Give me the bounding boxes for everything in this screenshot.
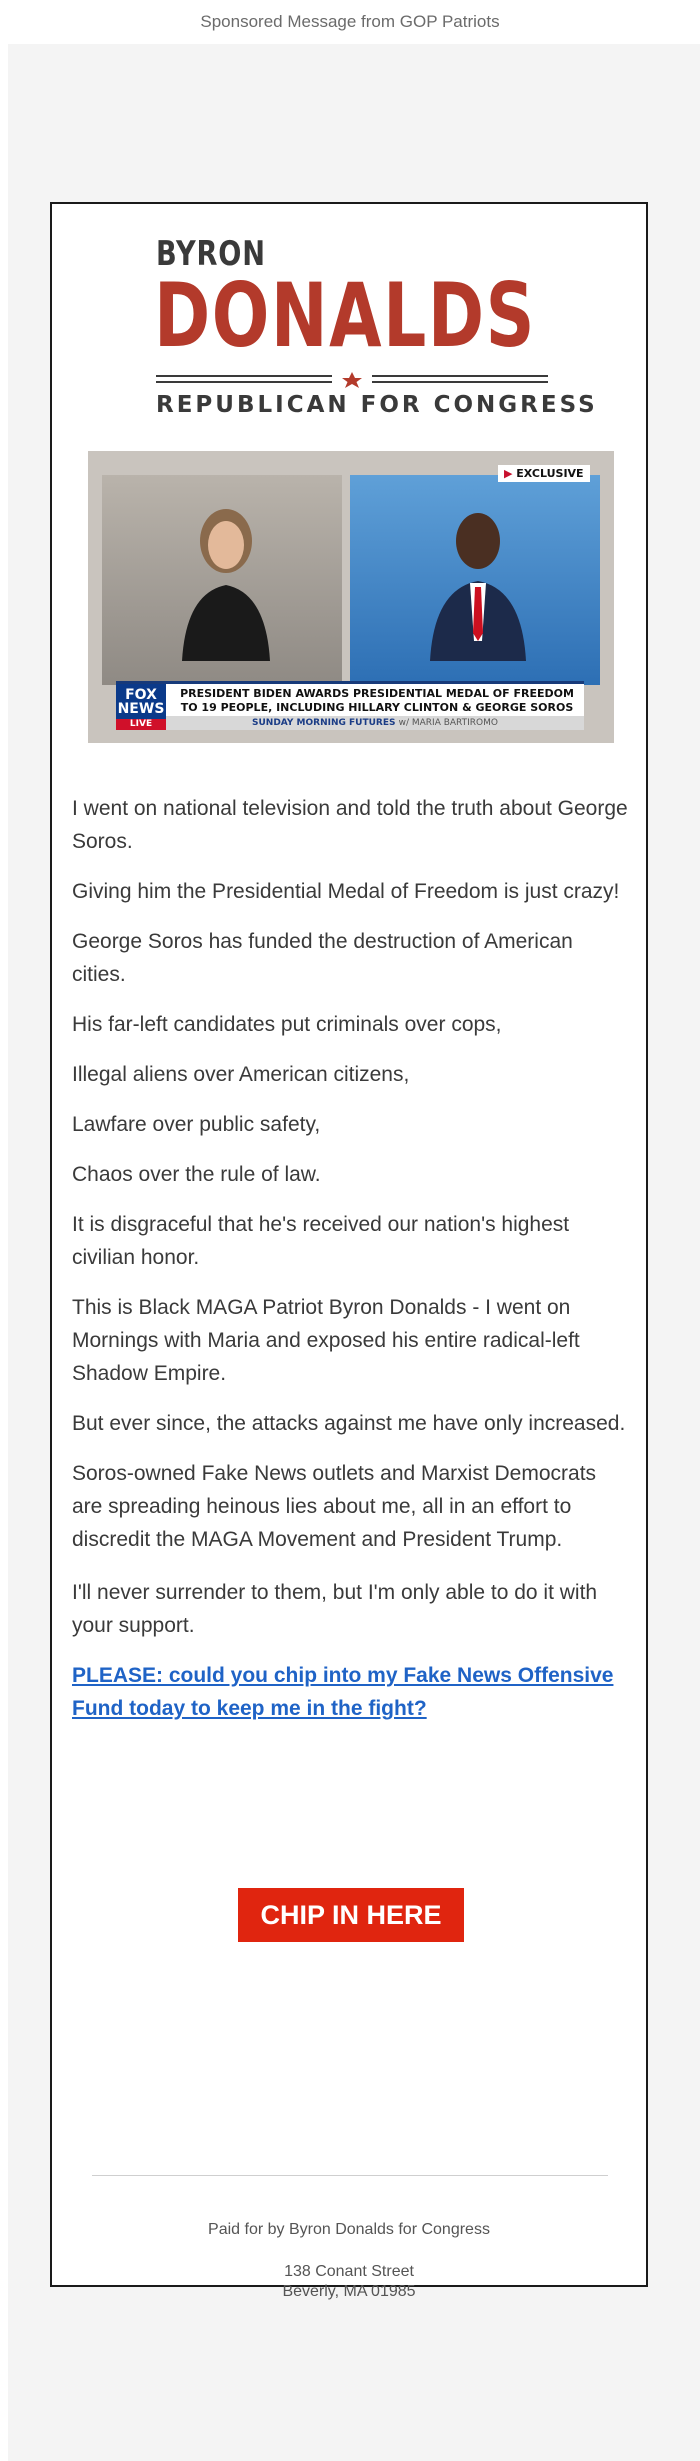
logo-star-rule <box>156 372 548 388</box>
chyron-headline-line1: PRESIDENT BIDEN AWARDS PRESIDENTIAL MEDAL OF FREEDOM <box>180 687 574 700</box>
logo-last-name: DONALDS <box>154 264 537 367</box>
guest-figure-icon <box>428 501 528 661</box>
body-paragraph: George Soros has funded the destruction of American cities. <box>72 930 573 986</box>
show-title: SUNDAY MORNING FUTURES <box>252 718 396 728</box>
body-paragraph: Soros-owned Fake News outlets and Marxist Democrats are spreading heinous lies about me, all in an effort to discredit the MAGA Movement and President Trump. <box>72 1462 597 1551</box>
address-city: Beverly, MA 01985 <box>282 2283 416 2300</box>
fox-news-logo <box>116 684 166 730</box>
body-paragraph: Chaos over the rule of law. <box>72 1163 321 1186</box>
chyron-headline-line2: TO 19 PEOPLE, INCLUDING HILLARY CLINTON & GEORGE SOROS <box>180 701 574 714</box>
campaign-logo <box>154 234 598 418</box>
anchor-figure-icon <box>178 501 274 661</box>
body-paragraph: His far-left candidates put criminals over cops, <box>72 1013 502 1036</box>
show-host: w/ MARIA BARTIROMO <box>398 718 498 728</box>
paid-for-disclaimer: Paid for by Byron Donalds for Congress <box>208 2221 490 2238</box>
body-paragraph: I went on national television and told the truth about George Soros. <box>72 797 628 853</box>
body-paragraph: I'll never surrender to them, but I'm only able to do it with your support. <box>72 1581 598 1637</box>
body-paragraph: Giving him the Presidential Medal of Freedom is just crazy! <box>72 880 620 903</box>
donate-link[interactable]: PLEASE: could you chip into my Fake News Offensive Fund today to keep me in the fight? <box>72 1664 614 1720</box>
body-paragraph: Illegal aliens over American citizens, <box>72 1063 410 1086</box>
logo-tagline: REPUBLICAN FOR CONGRESS <box>156 392 598 418</box>
fox-news-line2: NEWS <box>117 701 165 717</box>
message-body <box>72 792 632 1742</box>
body-paragraph: Lawfare over public safety, <box>72 1113 321 1136</box>
footer-divider <box>92 2175 608 2176</box>
footer <box>52 2220 646 2302</box>
body-paragraph: This is Black MAGA Patriot Byron Donalds - I went on Mornings with Maria and exposed his entire radical-left Shadow Empire. <box>72 1296 580 1385</box>
logo-first-name: BYRON <box>156 234 266 274</box>
body-paragraph: It is disgraceful that he's received our nation's highest civilian honor. <box>72 1213 570 1269</box>
news-chyron <box>116 681 584 730</box>
chip-in-button[interactable]: CHIP IN HERE <box>238 1888 464 1942</box>
chyron-headline <box>174 687 580 715</box>
email-card <box>50 202 648 2300</box>
sponsor-banner: Sponsored Message from GOP Patriots <box>0 0 700 44</box>
exclusive-badge <box>498 465 590 482</box>
star-icon <box>342 372 362 388</box>
show-title-bar <box>166 716 584 730</box>
fox-news-line1: FOX <box>125 687 157 703</box>
play-icon: ▶ <box>504 467 517 480</box>
tv-screenshot-image <box>88 451 614 743</box>
address-street: 138 Conant Street <box>284 2263 414 2280</box>
body-paragraph: But ever since, the attacks against me have only increased. <box>72 1412 626 1435</box>
live-badge: LIVE <box>116 719 166 730</box>
exclusive-label: EXCLUSIVE <box>516 467 584 480</box>
